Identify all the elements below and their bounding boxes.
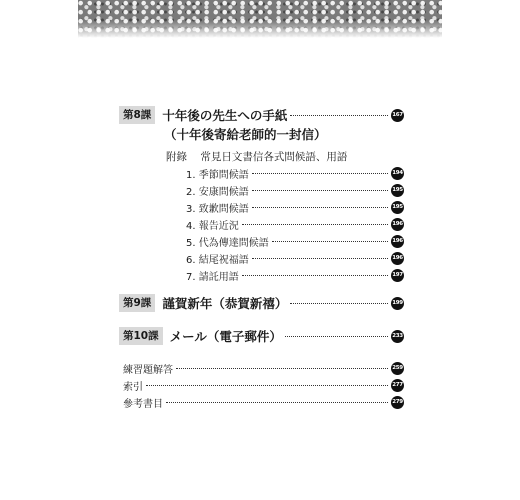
leader-dots	[242, 224, 388, 225]
leader-dots	[272, 241, 388, 242]
page-number: 167	[391, 109, 404, 122]
leader-dots	[252, 190, 388, 191]
page-number: 199	[391, 297, 404, 310]
page-number: 233	[391, 330, 404, 343]
lesson-subtitle: （十年後寄給老師的一封信）	[164, 127, 327, 142]
item-label: 3. 致歉問候語	[186, 203, 249, 215]
page-number: 195	[391, 201, 404, 214]
item-label: 4. 報告近況	[186, 220, 239, 232]
leader-dots	[290, 303, 388, 304]
page-number: 196	[391, 218, 404, 231]
leader-dots	[252, 207, 388, 208]
leader-dots	[242, 275, 388, 276]
entry-label: 練習題解答	[123, 364, 173, 376]
page-number: 194	[391, 167, 404, 180]
toc-item[interactable]	[186, 183, 404, 197]
item-label: 7. 請託用語	[186, 271, 239, 283]
leader-dots	[252, 258, 388, 259]
leader-dots	[146, 385, 388, 386]
page-number: 197	[391, 269, 404, 282]
toc-entry-lesson-10[interactable]	[119, 327, 404, 345]
toc-item[interactable]	[186, 217, 404, 231]
page-number: 195	[391, 184, 404, 197]
toc-item[interactable]	[186, 268, 404, 282]
leader-dots	[166, 402, 388, 403]
appendix-label: 附錄	[166, 151, 187, 163]
appendix-heading	[166, 149, 347, 164]
lesson-badge: 第10課	[119, 327, 163, 345]
toc-entry-answers[interactable]	[123, 361, 404, 375]
lesson-badge: 第9課	[119, 294, 155, 312]
toc-entry-index[interactable]	[123, 378, 404, 392]
page-number: 196	[391, 252, 404, 265]
page-number: 259	[391, 362, 404, 375]
lesson-title: 十年後の先生への手紙	[162, 108, 288, 123]
toc-item[interactable]	[186, 251, 404, 265]
entry-label: 參考書目	[123, 398, 163, 410]
toc-item[interactable]	[186, 200, 404, 214]
item-label: 1. 季節問候語	[186, 169, 249, 181]
page-number: 279	[391, 396, 404, 409]
item-label: 5. 代為傳達問候語	[186, 237, 269, 249]
appendix-title: 常見日文書信各式問候語、用語	[200, 151, 348, 163]
leader-dots	[176, 368, 388, 369]
leader-dots	[290, 115, 388, 116]
toc-item[interactable]	[186, 234, 404, 248]
toc-entry-bibliography[interactable]	[123, 395, 404, 409]
lesson-badge: 第8課	[119, 106, 155, 124]
lesson-title: メール（電子郵件）	[169, 329, 282, 344]
page-number: 277	[391, 379, 404, 392]
item-label: 2. 安康問候語	[186, 186, 249, 198]
page-number: 196	[391, 235, 404, 248]
toc-entry-lesson-8[interactable]	[119, 106, 404, 124]
leader-dots	[252, 173, 388, 174]
toc-item[interactable]	[186, 166, 404, 180]
decorative-header-band	[78, 0, 442, 38]
leader-dots	[285, 336, 388, 337]
entry-label: 索引	[123, 381, 143, 393]
toc-entry-lesson-9[interactable]	[119, 294, 404, 312]
item-label: 6. 結尾祝福語	[186, 254, 249, 266]
lesson-title: 謹賀新年（恭賀新禧）	[162, 296, 288, 311]
